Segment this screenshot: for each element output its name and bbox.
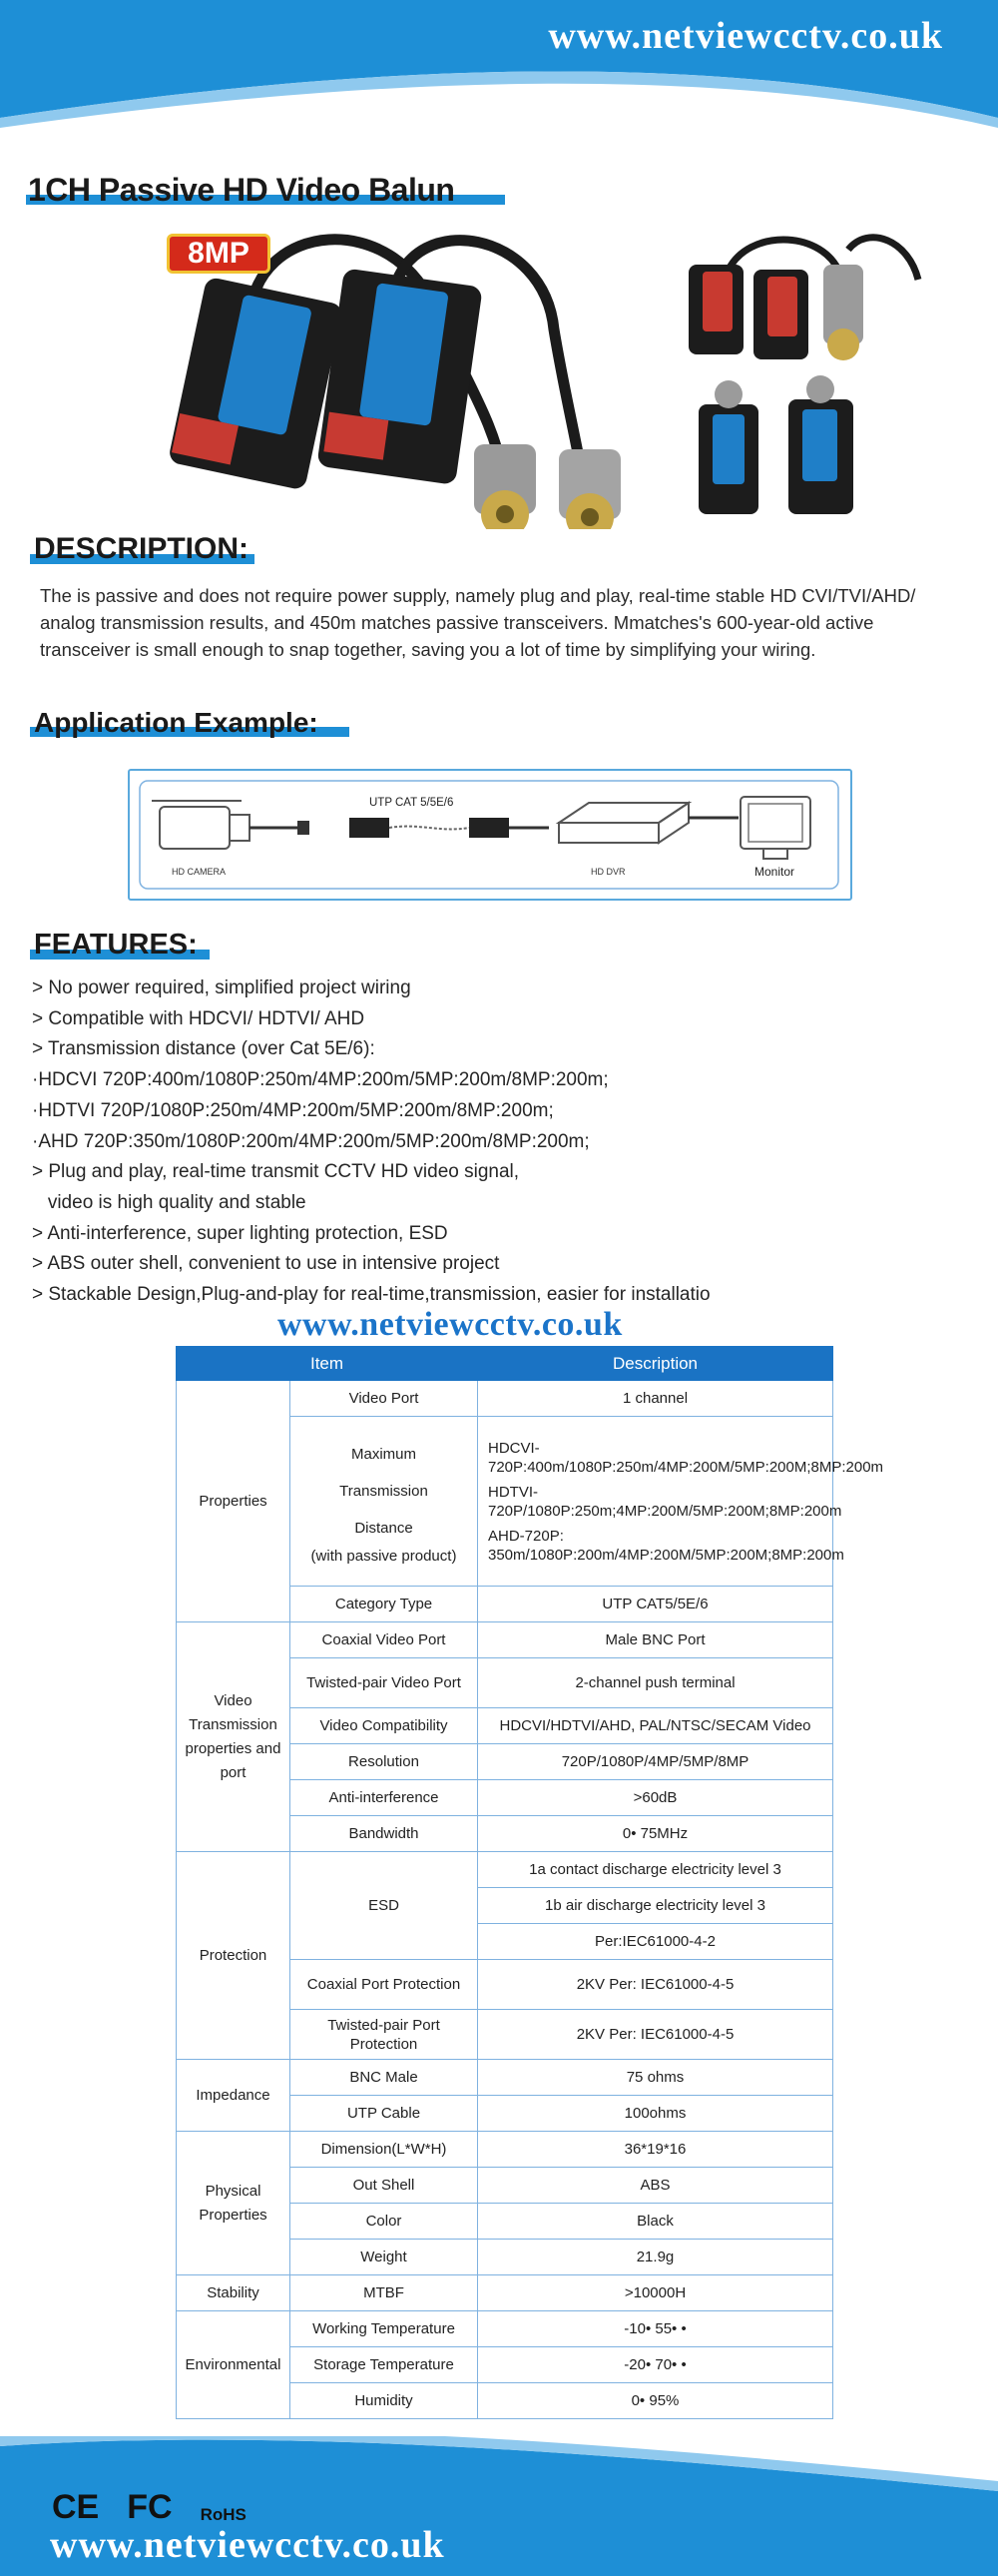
application-heading: Application Example:	[34, 707, 318, 738]
application-diagram	[128, 769, 852, 901]
row-value: -20• 70• •	[478, 2347, 833, 2383]
header-description: Description	[478, 1347, 833, 1381]
site-url-middle: www.netviewcctv.co.uk	[277, 1306, 623, 1343]
max-dist-label-2: Transmission	[339, 1483, 428, 1500]
page-title: 1CH Passive HD Video Balun	[28, 172, 455, 208]
certification-logos	[52, 2488, 247, 2527]
feature-item: > Stackable Design,Plug-and-play for real-time,transmission, easier for installatio	[32, 1284, 711, 1306]
dist-hdtvi: HDTVI-720P/1080P:250m;4MP:200M/5MP:200M;8MP:200m	[488, 1483, 842, 1520]
row-value: 1 channel	[478, 1381, 833, 1417]
feature-item: ·HDCVI 720P:400m/1080P:250m/4MP:200m/5MP:200m/8MP:200m;	[32, 1069, 609, 1091]
row-label: Video Compatibility	[290, 1708, 478, 1744]
row-label: Resolution	[290, 1744, 478, 1780]
row-value: 100ohms	[478, 2096, 833, 2132]
dvr-label: HD DVR	[591, 867, 626, 877]
row-value: HDCVI/HDTVI/AHD, PAL/NTSC/SECAM Video	[478, 1708, 833, 1744]
description-heading: DESCRIPTION:	[34, 532, 250, 565]
row-label: Twisted-pair Video Port	[290, 1658, 478, 1708]
feature-item: > Transmission distance (over Cat 5E/6):	[32, 1038, 375, 1060]
row-value	[478, 1417, 884, 1587]
fc-mark-icon: FC	[127, 2488, 173, 2526]
table-row	[177, 2132, 833, 2168]
row-label: MTBF	[290, 2275, 478, 2311]
row-label: ESD	[290, 1852, 478, 1960]
feature-item: > ABS outer shell, convenient to use in intensive project	[32, 1253, 500, 1275]
feature-item: > Compatible with HDCVI/ HDTVI/ AHD	[32, 1007, 365, 1029]
row-value: 21.9g	[478, 2240, 833, 2275]
monitor-label: Monitor	[754, 865, 795, 879]
row-value: >60dB	[478, 1780, 833, 1816]
category-cell: Video Transmission properties and port	[177, 1622, 290, 1852]
category-cell: Stability	[177, 2275, 290, 2311]
row-value: 1a contact discharge electricity level 3	[478, 1852, 833, 1888]
row-value: 2KV Per: IEC61000-4-5	[478, 2010, 833, 2060]
row-label: Working Temperature	[290, 2311, 478, 2347]
feature-item: ·HDTVI 720P/1080P:250m/4MP:200m/5MP:200m/8MP:200m;	[32, 1099, 554, 1121]
header-item: Item	[177, 1347, 478, 1381]
row-value: Male BNC Port	[478, 1622, 833, 1658]
row-label: Anti-interference	[290, 1780, 478, 1816]
row-value: Black	[478, 2204, 833, 2240]
row-label: Weight	[290, 2240, 478, 2275]
dist-ahd: AHD-720P: 350m/1080P:200m/4MP:200M/5MP:200M;8MP:200m	[488, 1527, 844, 1564]
row-value: UTP CAT5/5E/6	[478, 1587, 833, 1622]
row-label: BNC Male	[290, 2060, 478, 2096]
category-cell: Impedance	[177, 2060, 290, 2132]
dist-hdcvi: HDCVI-720P:400m/1080P:250m/4MP:200M/5MP:200M;8MP:200m	[488, 1439, 884, 1476]
feature-item: video is high quality and stable	[32, 1191, 306, 1213]
row-label: Video Port	[290, 1381, 478, 1417]
category-cell: Environmental	[177, 2311, 290, 2419]
row-label: Bandwidth	[290, 1816, 478, 1852]
row-label: Out Shell	[290, 2168, 478, 2204]
feature-item: > Plug and play, real-time transmit CCTV HD video signal,	[32, 1161, 520, 1183]
table-row	[177, 2060, 833, 2096]
row-label: Color	[290, 2204, 478, 2240]
category-cell: Properties	[177, 1381, 290, 1622]
row-value: Per:IEC61000-4-2	[478, 1924, 833, 1960]
row-label: Coaxial Port Protection	[290, 1960, 478, 2010]
product-photo-main	[165, 230, 669, 529]
spec-table	[176, 1346, 884, 2419]
feature-item: ·AHD 720P:350m/1080P:200m/4MP:200m/5MP:200m/8MP:200m;	[32, 1130, 590, 1152]
description-text: The is passive and does not require power supply, namely plug and play, real-time stable HD CVI/TVI/AHD/ analog transmission results, and 450m matches passive transceivers. Mmatches's 600-year-old active transceiver is small enough to snap together, saving you a lot of time by simplifying your wiring.	[40, 585, 916, 660]
max-dist-label-3: Distance	[354, 1520, 413, 1537]
row-label: Humidity	[290, 2383, 478, 2419]
max-dist-label-4: (with passive product)	[310, 1548, 457, 1565]
row-value: ABS	[478, 2168, 833, 2204]
row-value: >10000H	[478, 2275, 833, 2311]
badge-8mp: 8MP	[167, 234, 270, 274]
cable-label: UTP CAT 5/5E/6	[369, 797, 454, 809]
row-value: 0• 95%	[478, 2383, 833, 2419]
row-value: 36*19*16	[478, 2132, 833, 2168]
row-label: Twisted-pair Port Protection	[290, 2010, 478, 2060]
row-label: Coaxial Video Port	[290, 1622, 478, 1658]
features-heading: FEATURES:	[34, 929, 198, 961]
row-value: 2KV Per: IEC61000-4-5	[478, 1960, 833, 2010]
table-header-row	[177, 1347, 833, 1381]
diagram-drawing	[130, 771, 850, 899]
row-value: 1b air discharge electricity level 3	[478, 1888, 833, 1924]
feature-item: > Anti-interference, super lighting protection, ESD	[32, 1222, 448, 1244]
site-url-bottom: www.netviewcctv.co.uk	[50, 2524, 445, 2566]
table-row	[177, 1381, 833, 1417]
table-row	[177, 2275, 833, 2311]
table-row	[177, 1622, 833, 1658]
row-label: Dimension(L*W*H)	[290, 2132, 478, 2168]
feature-item: > No power required, simplified project wiring	[32, 977, 411, 998]
category-cell: Protection	[177, 1852, 290, 2060]
max-dist-label-1: Maximum	[350, 1446, 416, 1463]
row-value: 0• 75MHz	[478, 1816, 833, 1852]
rohs-mark-icon: RoHS	[200, 2505, 247, 2524]
row-label	[290, 1417, 478, 1587]
product-photo-stack	[669, 230, 958, 529]
camera-label: HD CAMERA	[172, 867, 227, 877]
row-label: Storage Temperature	[290, 2347, 478, 2383]
features-list	[32, 973, 930, 1311]
row-label: UTP Cable	[290, 2096, 478, 2132]
table-row	[177, 2311, 833, 2347]
row-value: 75 ohms	[478, 2060, 833, 2096]
site-url-top: www.netviewcctv.co.uk	[548, 15, 943, 57]
row-value: -10• 55• •	[478, 2311, 833, 2347]
ce-mark-icon: CE	[52, 2488, 100, 2526]
row-value: 720P/1080P/4MP/5MP/8MP	[478, 1744, 833, 1780]
category-cell: Physical Properties	[177, 2132, 290, 2275]
row-value: 2-channel push terminal	[478, 1658, 833, 1708]
row-label: Category Type	[290, 1587, 478, 1622]
table-row	[177, 1852, 833, 1888]
